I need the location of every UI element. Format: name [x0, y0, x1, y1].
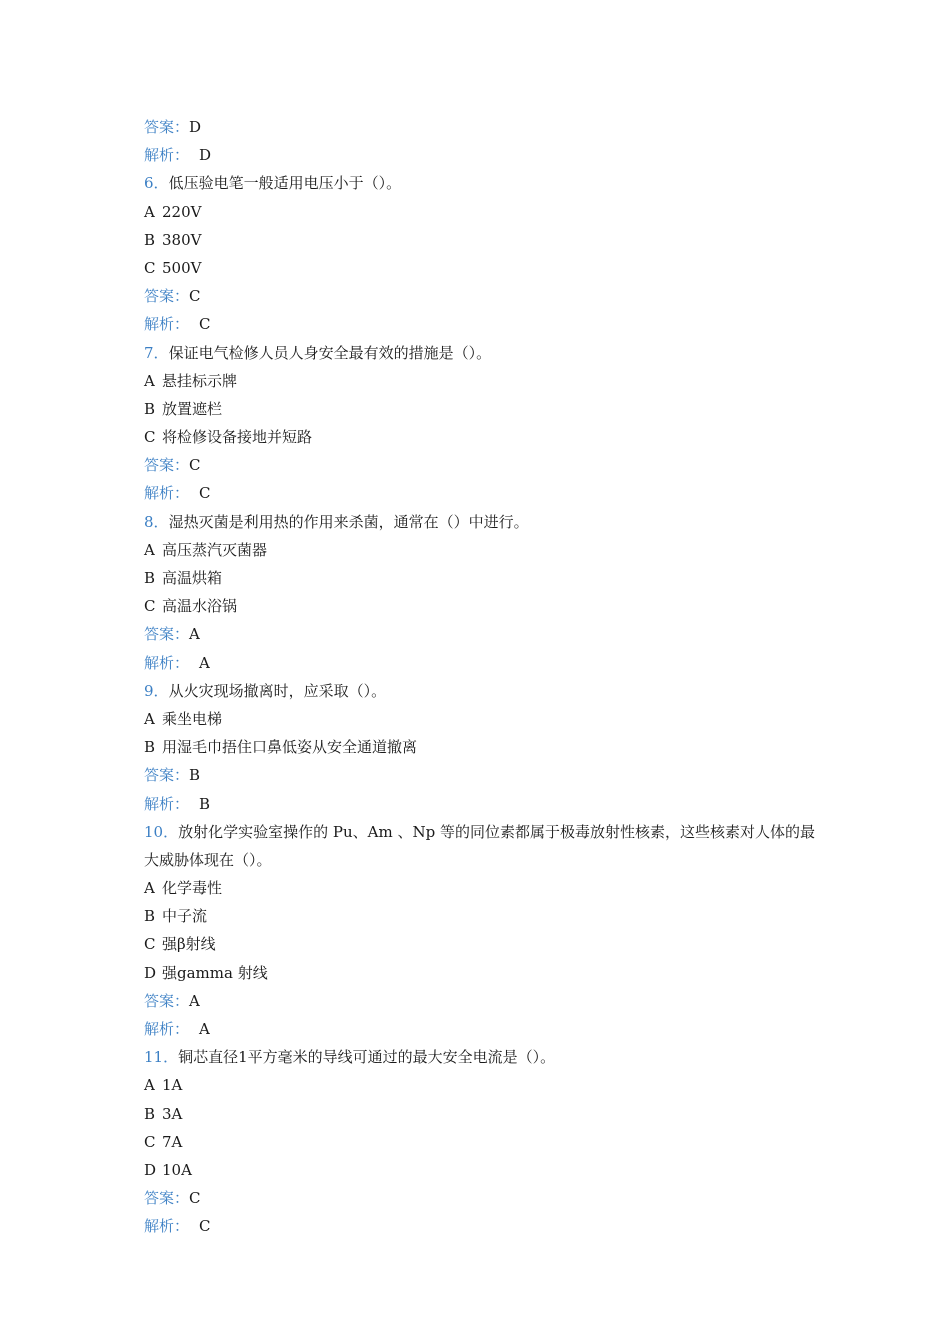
- option-text: 高温烘箱: [162, 569, 223, 587]
- answer-value: A: [189, 625, 200, 644]
- option-text: 强β射线: [162, 935, 216, 954]
- option-text: 3A: [162, 1104, 183, 1123]
- question-block: [144, 339, 824, 508]
- option-letter: B: [144, 1104, 156, 1123]
- answer-line: [144, 620, 824, 648]
- answer-label: 答案：: [144, 1189, 190, 1208]
- analysis-line: [144, 310, 824, 338]
- option-item: [144, 423, 824, 451]
- analysis-label: 解析：: [144, 315, 190, 334]
- option-text: 1A: [162, 1076, 183, 1095]
- analysis-value: D: [199, 146, 212, 165]
- question-block: [144, 818, 824, 1044]
- option-letter: B: [144, 569, 156, 587]
- analysis-value: A: [199, 653, 210, 672]
- analysis-line: [144, 649, 824, 677]
- option-letter: B: [144, 738, 156, 757]
- answer-label: 答案：: [144, 456, 190, 475]
- option-item: [144, 226, 824, 254]
- analysis-label: 解析：: [144, 1020, 190, 1039]
- option-item: [144, 592, 824, 620]
- analysis-line: [144, 790, 824, 818]
- answer-value: C: [189, 287, 201, 306]
- question-number: 8: [144, 512, 154, 531]
- question-text: 铜芯直径1平方毫米的导线可通过的最大安全电流是（）。: [178, 1048, 556, 1067]
- question-number-dot: ．: [163, 822, 179, 841]
- option-letter: A: [144, 371, 155, 390]
- question-number-dot: ．: [153, 174, 169, 193]
- question-text: 低压验电笔一般适用电压小于（）。: [168, 174, 402, 193]
- question-number: 11: [144, 1048, 164, 1067]
- option-letter: A: [144, 879, 155, 898]
- question-text: 保证电气检修人员人身安全最有效的措施是（）。: [168, 343, 492, 362]
- answer-label: 答案：: [144, 766, 190, 785]
- question-stem: [144, 339, 824, 367]
- option-letter: D: [144, 1160, 157, 1179]
- answer-value: A: [189, 991, 200, 1010]
- option-text: 乘坐电梯: [162, 709, 223, 728]
- option-letter: C: [144, 597, 156, 616]
- option-letter: A: [144, 1076, 155, 1095]
- option-text: 中子流: [162, 907, 208, 926]
- option-letter: C: [144, 428, 156, 447]
- question-block: [144, 169, 824, 338]
- option-text: 高温水浴锅: [162, 597, 238, 616]
- option-text: 10A: [162, 1160, 192, 1179]
- question-list: [144, 169, 824, 1240]
- answer-value: C: [189, 456, 201, 475]
- option-item: [144, 1100, 824, 1128]
- option-item: [144, 930, 824, 958]
- option-item: [144, 874, 824, 902]
- question-stem: [144, 169, 824, 197]
- option-item: [144, 733, 824, 761]
- question-number-dot: ．: [153, 681, 169, 700]
- analysis-label: 解析：: [144, 794, 190, 813]
- question-number-dot: ．: [153, 512, 169, 531]
- analysis-line: [144, 1015, 824, 1043]
- option-letter: C: [144, 258, 156, 277]
- analysis-label: 解析：: [144, 1217, 190, 1236]
- document-body: [144, 113, 824, 1241]
- answer-label: 答案：: [144, 625, 190, 644]
- analysis-value: C: [199, 484, 211, 503]
- option-item: [144, 1156, 824, 1184]
- analysis-line: [144, 1212, 824, 1240]
- option-text: 380V: [162, 230, 202, 249]
- answer-label: 答案：: [144, 991, 190, 1010]
- question-number-dot: ．: [163, 1048, 179, 1067]
- analysis-value: C: [199, 315, 211, 334]
- answer-value: C: [189, 1189, 201, 1208]
- question-number: 6: [144, 174, 154, 193]
- question-block: [144, 1043, 824, 1240]
- option-text: 放置遮栏: [162, 399, 223, 418]
- answer-line: [144, 113, 824, 141]
- option-item: [144, 254, 824, 282]
- question-number-dot: ．: [153, 343, 169, 362]
- analysis-label: 解析：: [144, 484, 190, 503]
- option-item: [144, 564, 824, 592]
- question-text: 从火灾现场撤离时，应采取（）。: [168, 681, 387, 700]
- option-item: [144, 1128, 824, 1156]
- question-text: 放射化学实验室操作的 Pu、Am 、Np 等的同位素都属于极毒放射性核素，这些核素对人体的最大威胁体现在（）。: [144, 822, 815, 869]
- analysis-label: 解析：: [144, 653, 190, 672]
- analysis-line: [144, 141, 824, 169]
- option-text: 化学毒性: [162, 879, 223, 898]
- question-number: 10: [144, 822, 164, 841]
- answer-label: 答案：: [144, 287, 190, 306]
- option-letter: C: [144, 1132, 156, 1151]
- answer-line: [144, 761, 824, 789]
- option-item: [144, 705, 824, 733]
- question-block: [144, 677, 824, 818]
- option-text: 悬挂标示牌: [162, 371, 238, 390]
- option-letter: B: [144, 230, 156, 249]
- option-letter: A: [144, 202, 155, 221]
- option-letter: B: [144, 399, 156, 418]
- option-text: 用湿毛巾捂住口鼻低姿从安全通道撤离: [162, 738, 418, 757]
- question-stem: [144, 1043, 824, 1071]
- analysis-value: C: [199, 1217, 211, 1236]
- option-text: 将检修设备接地并短路: [162, 428, 313, 447]
- answer-value: D: [189, 118, 202, 136]
- answer-label: 答案：: [144, 118, 190, 136]
- option-text: 高压蒸汽灭菌器: [162, 540, 268, 559]
- answer-line: [144, 987, 824, 1015]
- option-letter: A: [144, 709, 155, 728]
- analysis-line: [144, 479, 824, 507]
- option-item: [144, 198, 824, 226]
- answer-line: [144, 282, 824, 310]
- option-item: [144, 367, 824, 395]
- option-letter: C: [144, 935, 156, 954]
- question-stem: [144, 677, 824, 705]
- option-text: 220V: [162, 202, 202, 221]
- analysis-value: B: [199, 794, 211, 813]
- question-text: 湿热灭菌是利用热的作用来杀菌，通常在（）中进行。: [168, 512, 529, 531]
- question-block: [144, 508, 824, 677]
- option-item: [144, 902, 824, 930]
- option-letter: D: [144, 963, 157, 982]
- option-text: 强gamma 射线: [162, 963, 268, 982]
- answer-value: B: [189, 766, 201, 785]
- option-text: 500V: [162, 258, 202, 277]
- option-letter: B: [144, 907, 156, 926]
- option-text: 7A: [162, 1132, 183, 1151]
- option-item: [144, 1071, 824, 1099]
- option-item: [144, 959, 824, 987]
- analysis-label: 解析：: [144, 146, 190, 165]
- answer-line: [144, 451, 824, 479]
- question-stem: [144, 508, 824, 536]
- option-item: [144, 395, 824, 423]
- option-item: [144, 536, 824, 564]
- answer-line: [144, 1184, 824, 1212]
- analysis-value: A: [199, 1020, 210, 1039]
- option-letter: A: [144, 540, 155, 559]
- question-number: 9: [144, 681, 154, 700]
- question-number: 7: [144, 343, 154, 362]
- question-stem: [144, 818, 824, 874]
